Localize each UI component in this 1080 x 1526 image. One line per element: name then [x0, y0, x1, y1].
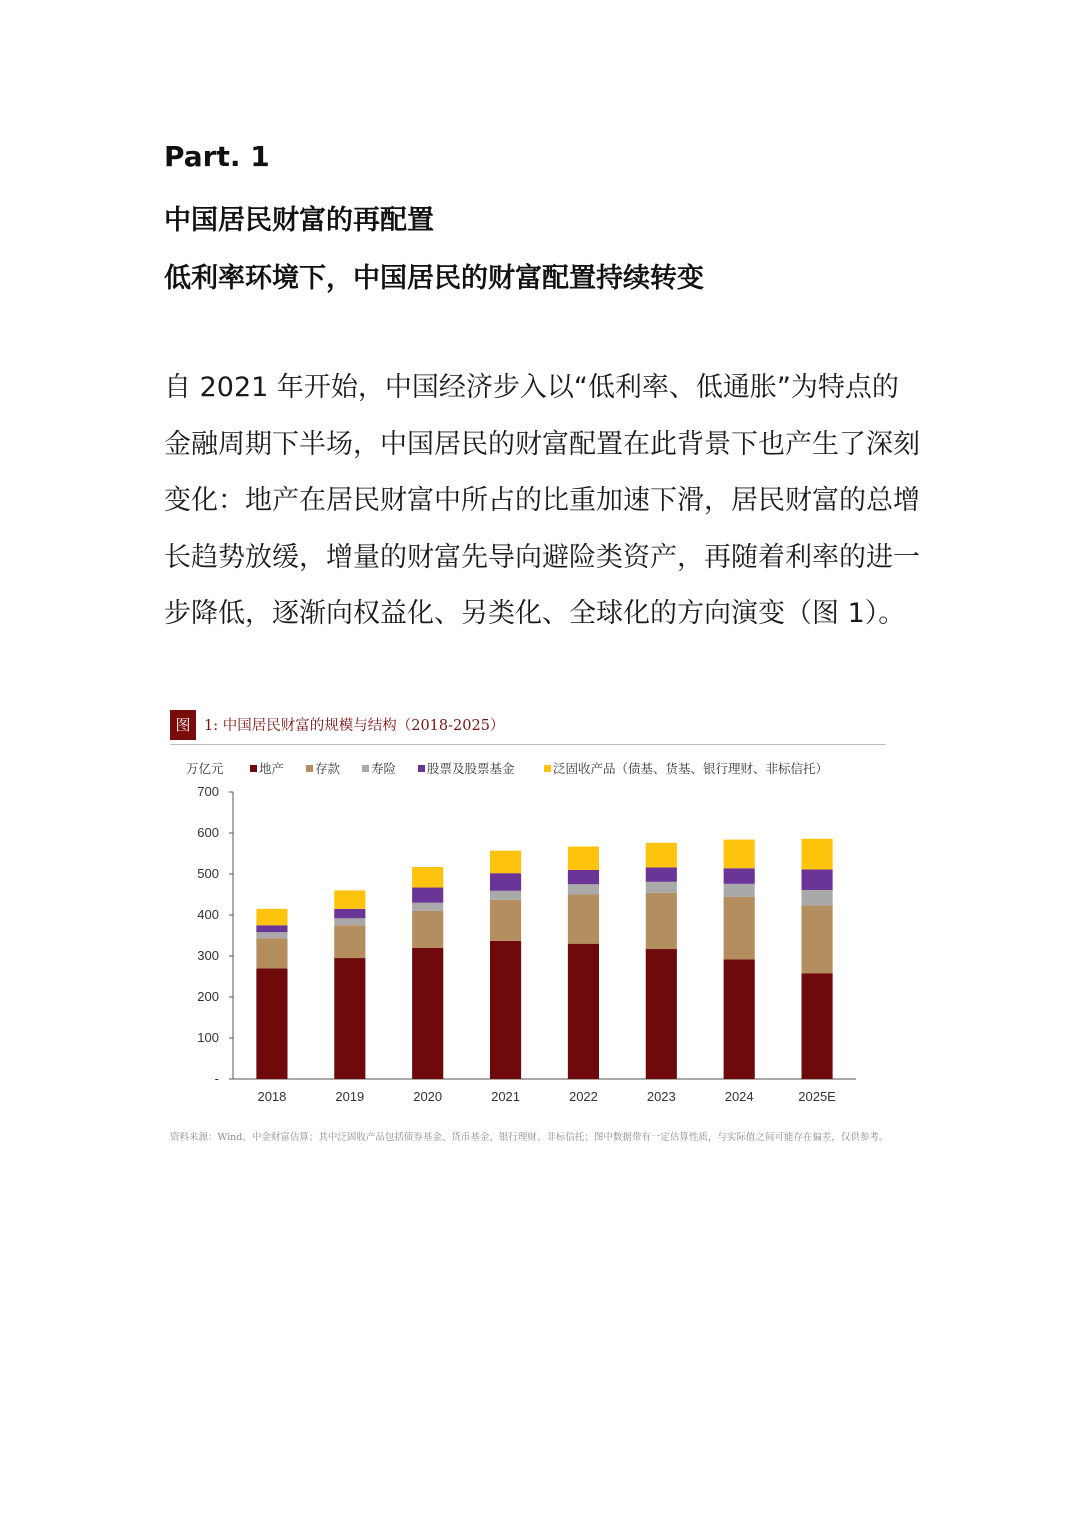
bar-segment [568, 870, 599, 884]
bar-segment [724, 840, 755, 869]
legend-item-fixed-income [544, 759, 828, 777]
bar-segment [568, 895, 599, 944]
bar-segment [801, 869, 832, 890]
bar-segment [490, 873, 521, 891]
bar-segment [412, 948, 443, 1079]
section-subtitle: 低利率环境下，中国居民的财富配置持续转变 [164, 263, 704, 294]
chart-legend [186, 759, 886, 779]
bar-segment [490, 900, 521, 941]
x-tick-label: 2021 [491, 1089, 521, 1104]
y-tick-label: 300 [197, 948, 219, 963]
bar-segment [412, 903, 443, 911]
bar-segment [490, 941, 521, 1079]
bar-segment [334, 925, 365, 958]
figure-title: 1: 中国居民财富的规模与结构（2018-2025） [204, 718, 505, 734]
bar-segment [724, 868, 755, 884]
legend-swatch [362, 765, 369, 772]
bar-segment [646, 867, 677, 881]
bar-segment [724, 884, 755, 897]
bar-segment [412, 867, 443, 888]
body-paragraph: 自 2021 年开始，中国经济步入以“低利率、低通胀”为特点的金融周期下半场，中国居民的财富配置在此背景下也产生了深刻变化：地产在居民财富中所占的比重加速下滑，居民财富的总增长趋势放缓，增量的财富先导向避险类资产，再随着利率的进一步降低，逐渐向权益化、另类化、全球化的方向演变（图 1）。 [164, 372, 920, 629]
legend-label: 地产 [259, 761, 285, 776]
bar-segment [412, 888, 443, 903]
part-label: Part. 1 [164, 140, 270, 173]
bar-segment [334, 909, 365, 918]
y-tick-label: 500 [197, 866, 219, 881]
bar-segment [490, 891, 521, 900]
figure-header [170, 708, 886, 745]
legend-item-deposit [306, 759, 340, 777]
legend-label: 股票及股票基金 [427, 761, 515, 776]
legend-swatch [250, 765, 257, 772]
legend-label: 泛固收产品（债基、货基、银行理财、非标信托） [553, 761, 829, 776]
section-title: 中国居民财富的再配置 [164, 205, 434, 236]
bar-segment [801, 890, 832, 906]
y-tick-label: 600 [197, 825, 219, 840]
x-tick-label: 2018 [257, 1089, 287, 1104]
bar-segment [646, 893, 677, 949]
bar-segment [412, 911, 443, 948]
bar-segment [646, 882, 677, 893]
legend-item-property [250, 759, 284, 777]
x-tick-label: 2025E [798, 1089, 836, 1104]
bar-segment [256, 932, 287, 938]
stacked-bar-chart [170, 780, 870, 1120]
y-tick-label: - [214, 1071, 219, 1086]
x-tick-label: 2023 [646, 1089, 676, 1104]
x-tick-label: 2022 [568, 1089, 598, 1104]
bar-segment [646, 949, 677, 1079]
bar-segment [256, 909, 287, 925]
legend-swatch [306, 765, 313, 772]
bar-segment [801, 839, 832, 870]
y-tick-label: 100 [197, 1030, 219, 1045]
bar-segment [568, 944, 599, 1079]
bar-segment [568, 884, 599, 894]
bar-segment [646, 843, 677, 868]
y-unit-label: 万亿元 [186, 761, 224, 776]
figure-source-note: 资料来源：Wind，中金财富估算；其中泛固收产品包括债券基金、货币基金、银行理财、非标信托；图中数据带有一定估算性质，与实际值之间可能存在偏差，仅供参考。 [170, 1132, 889, 1143]
legend-label: 寿险 [371, 761, 397, 776]
bar-segment [256, 925, 287, 932]
bar-segment [724, 897, 755, 959]
bar-segment [334, 958, 365, 1079]
legend-item-life-insurance [362, 759, 396, 777]
legend-swatch [544, 765, 551, 772]
x-tick-label: 2024 [724, 1089, 754, 1104]
legend-item-equity [418, 759, 515, 777]
figure-tag: 图 [170, 710, 196, 740]
bar-segment [256, 938, 287, 968]
y-tick-label: 700 [197, 784, 219, 799]
x-tick-label: 2019 [335, 1089, 365, 1104]
legend-label: 存款 [315, 761, 341, 776]
bar-segment [801, 906, 832, 974]
bar-segment [568, 847, 599, 870]
bar-segment [801, 973, 832, 1079]
bar-segment [490, 851, 521, 874]
legend-swatch [418, 765, 425, 772]
bar-segment [334, 918, 365, 925]
bar-segment [256, 968, 287, 1079]
y-tick-label: 200 [197, 989, 219, 1004]
y-tick-label: 400 [197, 907, 219, 922]
bar-segment [334, 890, 365, 908]
bar-segment [724, 959, 755, 1079]
x-tick-label: 2020 [413, 1089, 443, 1104]
